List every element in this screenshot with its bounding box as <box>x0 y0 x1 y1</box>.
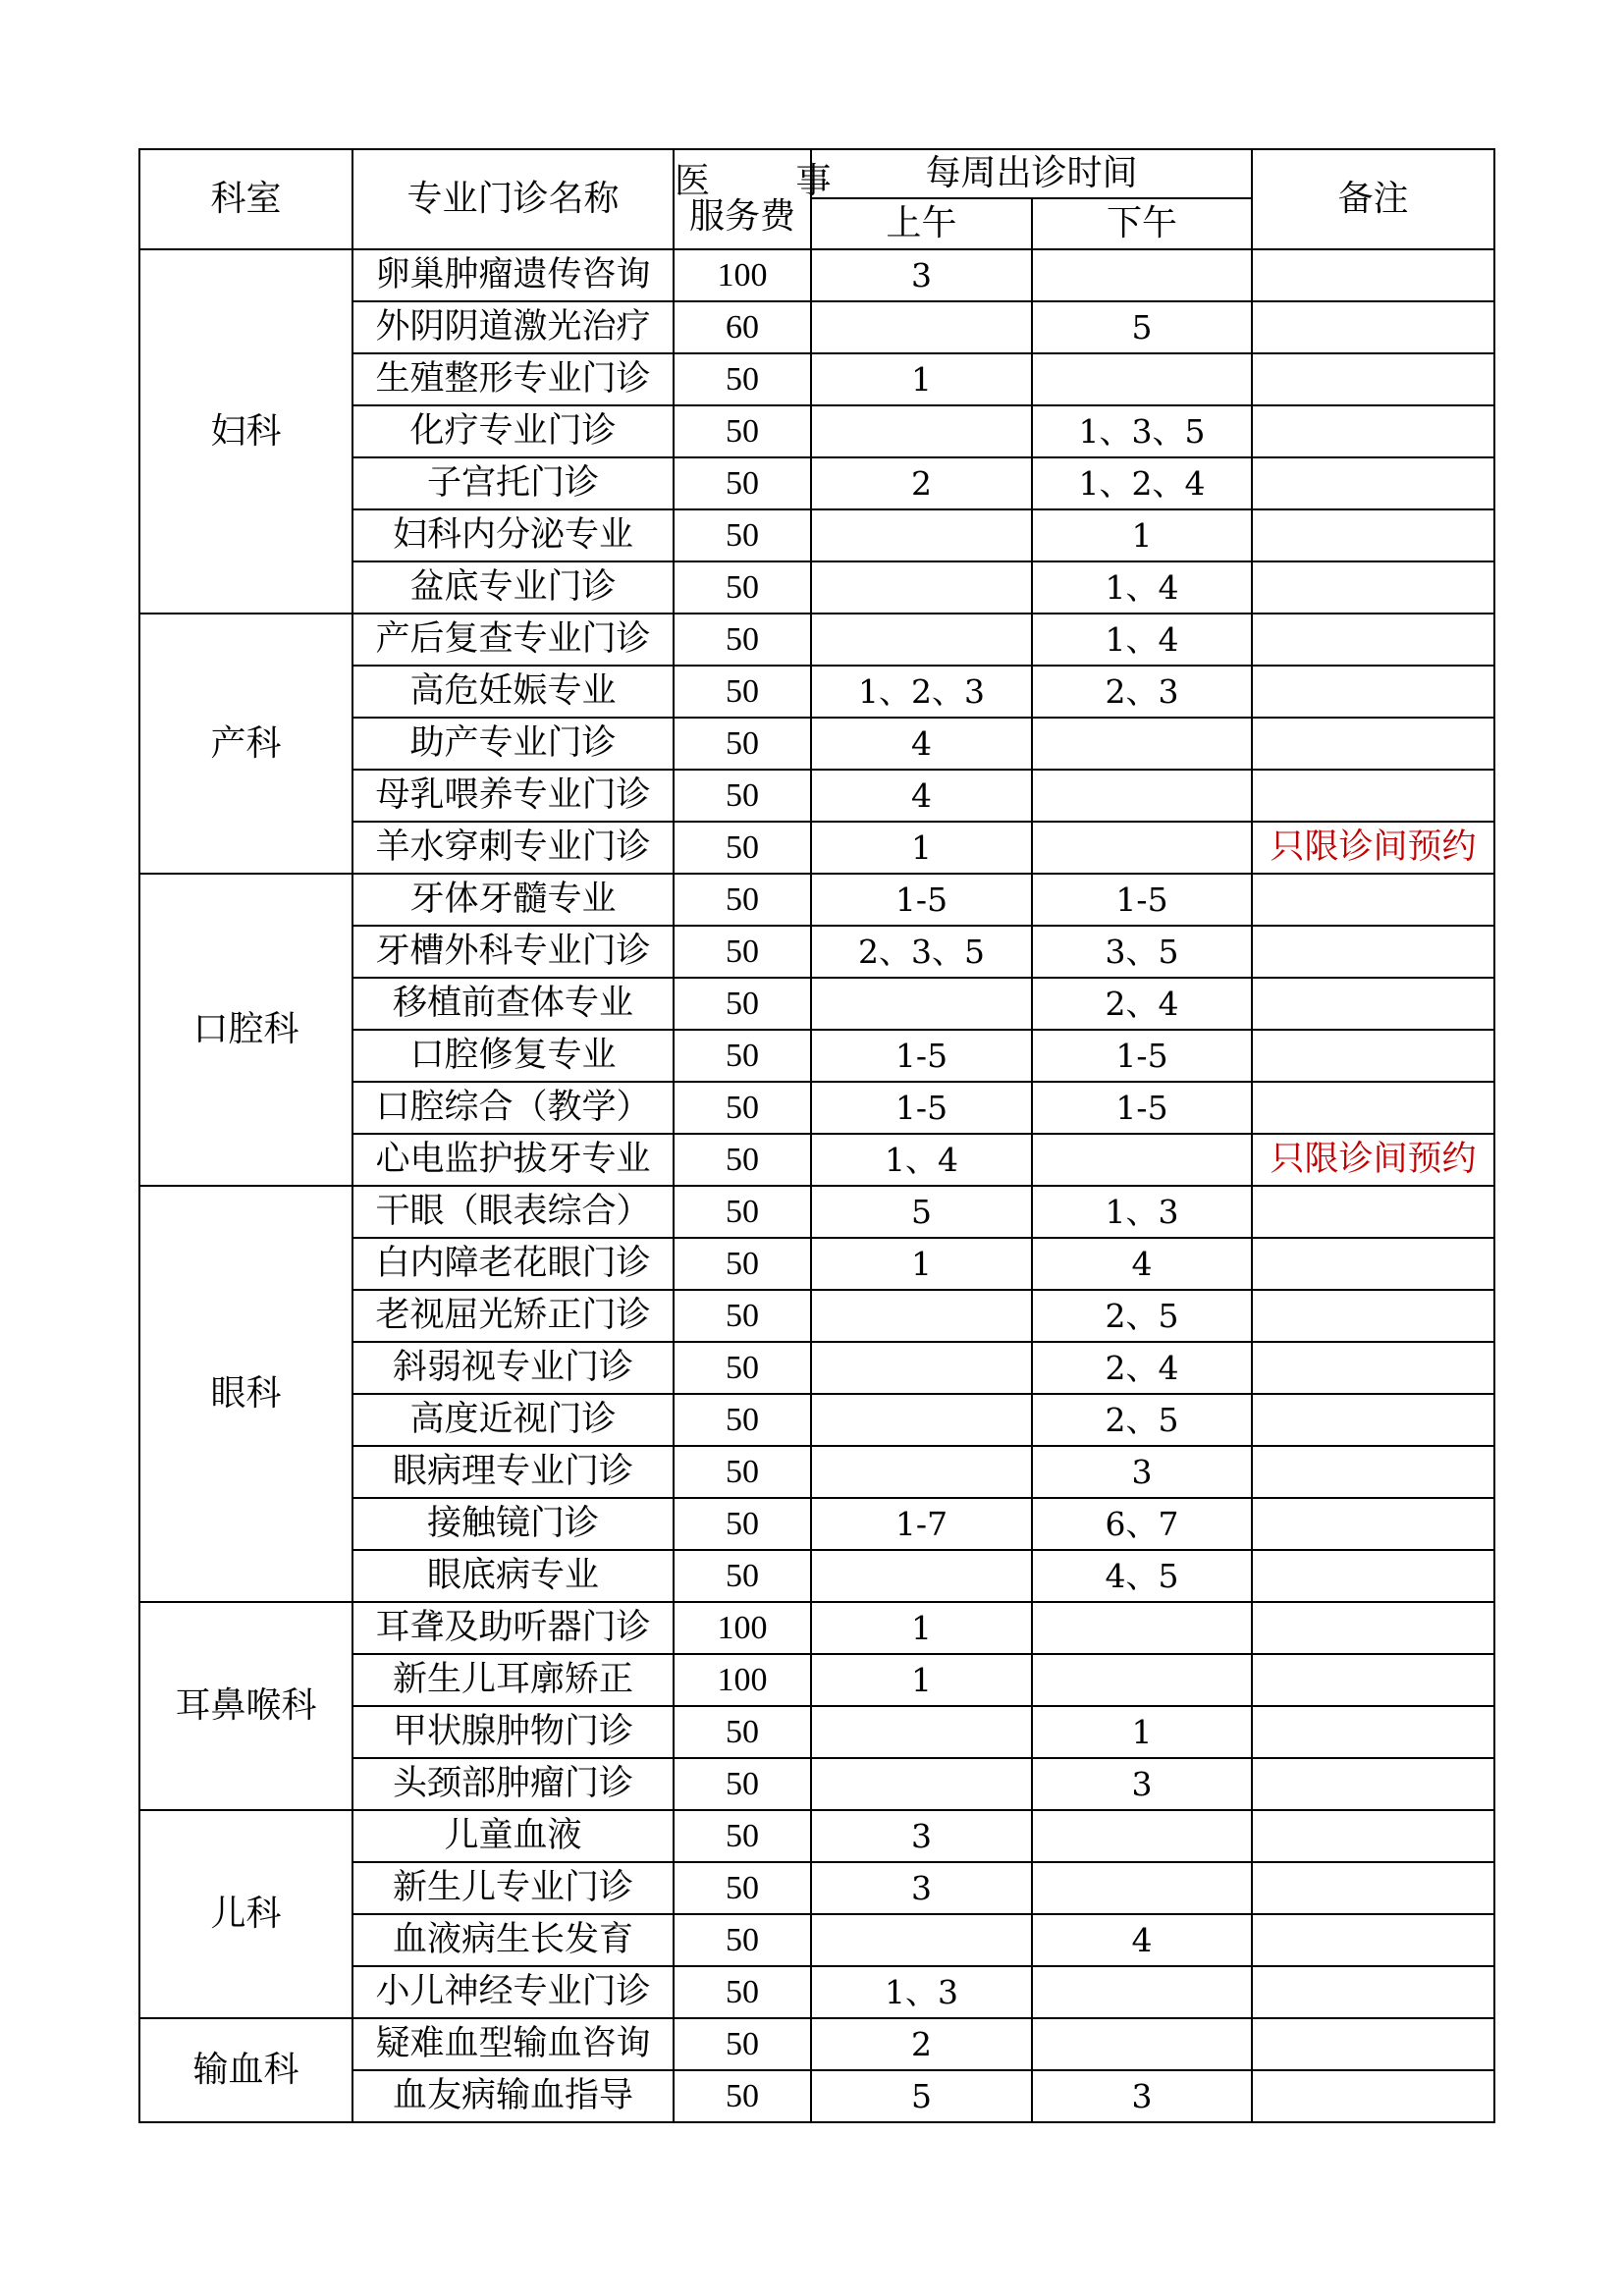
service-fee-cell: 50 <box>674 1238 811 1290</box>
morning-schedule-cell <box>811 1706 1032 1758</box>
afternoon-schedule-cell: 6、7 <box>1032 1498 1252 1550</box>
service-fee-cell: 50 <box>674 1758 811 1810</box>
afternoon-schedule-cell: 1、2、4 <box>1032 457 1252 509</box>
service-fee-cell: 50 <box>674 353 811 405</box>
morning-schedule-cell <box>811 1394 1032 1446</box>
table-row <box>139 874 1494 926</box>
clinic-name-cell: 口腔修复专业 <box>352 1030 674 1082</box>
header-fee-line2: 服务费 <box>688 196 795 237</box>
afternoon-schedule-cell <box>1032 2018 1252 2070</box>
afternoon-schedule-cell: 2、5 <box>1032 1290 1252 1342</box>
clinic-name-cell: 高危妊娠专业 <box>352 666 674 718</box>
morning-schedule-cell: 3 <box>811 1862 1032 1914</box>
morning-schedule-cell: 1 <box>811 1238 1032 1290</box>
clinic-name-cell: 血友病输血指导 <box>352 2070 674 2122</box>
dept-cell: 儿科 <box>139 1810 352 2018</box>
service-fee-cell: 50 <box>674 1290 811 1342</box>
note-cell <box>1252 1290 1494 1342</box>
dept-cell: 耳鼻喉科 <box>139 1602 352 1810</box>
note-cell <box>1252 1446 1494 1498</box>
clinic-name-cell: 耳聋及助听器门诊 <box>352 1602 674 1654</box>
note-cell <box>1252 1706 1494 1758</box>
table-row <box>139 1810 1494 1862</box>
service-fee-cell: 50 <box>674 1342 811 1394</box>
note-cell: 只限诊间预约 <box>1252 822 1494 874</box>
clinic-name-cell: 新生儿耳廓矫正 <box>352 1654 674 1706</box>
note-cell <box>1252 1498 1494 1550</box>
morning-schedule-cell: 2、3、5 <box>811 926 1032 978</box>
afternoon-schedule-cell: 3、5 <box>1032 926 1252 978</box>
morning-schedule-cell <box>811 561 1032 614</box>
note-cell <box>1252 405 1494 457</box>
morning-schedule-cell: 5 <box>811 2070 1032 2122</box>
clinic-name-cell: 盆底专业门诊 <box>352 561 674 614</box>
clinic-name-cell: 移植前查体专业 <box>352 978 674 1030</box>
dept-cell: 产科 <box>139 614 352 874</box>
note-cell <box>1252 457 1494 509</box>
morning-schedule-cell: 1 <box>811 353 1032 405</box>
header-note: 备注 <box>1252 149 1494 249</box>
clinic-name-cell: 子宫托门诊 <box>352 457 674 509</box>
note-cell <box>1252 561 1494 614</box>
clinic-name-cell: 老视屈光矫正门诊 <box>352 1290 674 1342</box>
clinic-name-cell: 接触镜门诊 <box>352 1498 674 1550</box>
service-fee-cell: 50 <box>674 822 811 874</box>
note-cell: 只限诊间预约 <box>1252 1134 1494 1186</box>
clinic-schedule-table <box>138 148 1495 2123</box>
morning-schedule-cell: 1、4 <box>811 1134 1032 1186</box>
morning-schedule-cell <box>811 509 1032 561</box>
afternoon-schedule-cell: 1 <box>1032 509 1252 561</box>
header-clinic-name: 专业门诊名称 <box>352 149 674 249</box>
header-row-1 <box>139 149 1494 198</box>
clinic-name-cell: 眼病理专业门诊 <box>352 1446 674 1498</box>
morning-schedule-cell: 1 <box>811 1654 1032 1706</box>
dept-cell: 口腔科 <box>139 874 352 1186</box>
morning-schedule-cell: 1-7 <box>811 1498 1032 1550</box>
header-morning: 上午 <box>811 198 1032 249</box>
service-fee-cell: 50 <box>674 2018 811 2070</box>
header-weekly-schedule: 每周出诊时间 <box>811 149 1252 198</box>
service-fee-cell: 50 <box>674 614 811 666</box>
morning-schedule-cell: 1、2、3 <box>811 666 1032 718</box>
afternoon-schedule-cell <box>1032 1654 1252 1706</box>
service-fee-cell: 50 <box>674 2070 811 2122</box>
morning-schedule-cell <box>811 1342 1032 1394</box>
afternoon-schedule-cell: 2、3 <box>1032 666 1252 718</box>
morning-schedule-cell <box>811 1550 1032 1602</box>
note-cell <box>1252 1186 1494 1238</box>
service-fee-cell: 100 <box>674 1602 811 1654</box>
afternoon-schedule-cell: 5 <box>1032 301 1252 353</box>
note-cell <box>1252 718 1494 770</box>
afternoon-schedule-cell <box>1032 1134 1252 1186</box>
service-fee-cell: 50 <box>674 509 811 561</box>
afternoon-schedule-cell: 3 <box>1032 1446 1252 1498</box>
note-cell <box>1252 1966 1494 2018</box>
service-fee-cell: 60 <box>674 301 811 353</box>
note-cell <box>1252 1862 1494 1914</box>
service-fee-cell: 50 <box>674 561 811 614</box>
afternoon-schedule-cell <box>1032 822 1252 874</box>
clinic-name-cell: 化疗专业门诊 <box>352 405 674 457</box>
morning-schedule-cell: 1-5 <box>811 1030 1032 1082</box>
service-fee-cell: 50 <box>674 926 811 978</box>
afternoon-schedule-cell: 1 <box>1032 1706 1252 1758</box>
service-fee-cell: 50 <box>674 1030 811 1082</box>
clinic-name-cell: 头颈部肿瘤门诊 <box>352 1758 674 1810</box>
service-fee-cell: 50 <box>674 978 811 1030</box>
dept-cell: 眼科 <box>139 1186 352 1602</box>
morning-schedule-cell <box>811 1446 1032 1498</box>
afternoon-schedule-cell: 1-5 <box>1032 1082 1252 1134</box>
clinic-name-cell: 产后复查专业门诊 <box>352 614 674 666</box>
service-fee-cell: 50 <box>674 1394 811 1446</box>
clinic-name-cell: 母乳喂养专业门诊 <box>352 770 674 822</box>
service-fee-cell: 50 <box>674 1186 811 1238</box>
note-cell <box>1252 2018 1494 2070</box>
header-fee-line1: 医 事 <box>675 161 869 201</box>
afternoon-schedule-cell <box>1032 1602 1252 1654</box>
dept-cell: 输血科 <box>139 2018 352 2122</box>
note-cell <box>1252 1082 1494 1134</box>
note-cell <box>1252 1914 1494 1966</box>
service-fee-cell: 50 <box>674 666 811 718</box>
afternoon-schedule-cell: 4 <box>1032 1914 1252 1966</box>
morning-schedule-cell <box>811 301 1032 353</box>
morning-schedule-cell: 2 <box>811 457 1032 509</box>
morning-schedule-cell <box>811 978 1032 1030</box>
clinic-name-cell: 羊水穿刺专业门诊 <box>352 822 674 874</box>
note-cell <box>1252 978 1494 1030</box>
note-cell <box>1252 1238 1494 1290</box>
morning-schedule-cell: 5 <box>811 1186 1032 1238</box>
note-cell <box>1252 353 1494 405</box>
service-fee-cell: 50 <box>674 1550 811 1602</box>
clinic-name-cell: 助产专业门诊 <box>352 718 674 770</box>
header-afternoon: 下午 <box>1032 198 1252 249</box>
morning-schedule-cell: 1、3 <box>811 1966 1032 2018</box>
service-fee-cell: 50 <box>674 1498 811 1550</box>
morning-schedule-cell: 1 <box>811 1602 1032 1654</box>
note-cell <box>1252 614 1494 666</box>
afternoon-schedule-cell: 4 <box>1032 1238 1252 1290</box>
clinic-name-cell: 新生儿专业门诊 <box>352 1862 674 1914</box>
clinic-name-cell: 高度近视门诊 <box>352 1394 674 1446</box>
morning-schedule-cell <box>811 1914 1032 1966</box>
service-fee-cell: 50 <box>674 1706 811 1758</box>
table-header <box>139 149 1494 249</box>
service-fee-cell: 50 <box>674 1862 811 1914</box>
service-fee-cell: 50 <box>674 1134 811 1186</box>
note-cell <box>1252 1030 1494 1082</box>
header-dept: 科室 <box>139 149 352 249</box>
afternoon-schedule-cell: 1、4 <box>1032 561 1252 614</box>
note-cell <box>1252 301 1494 353</box>
afternoon-schedule-cell: 1、3、5 <box>1032 405 1252 457</box>
service-fee-cell: 100 <box>674 249 811 301</box>
note-cell <box>1252 770 1494 822</box>
note-cell <box>1252 1602 1494 1654</box>
morning-schedule-cell: 2 <box>811 2018 1032 2070</box>
note-cell <box>1252 926 1494 978</box>
note-cell <box>1252 1654 1494 1706</box>
note-cell <box>1252 249 1494 301</box>
morning-schedule-cell: 4 <box>811 770 1032 822</box>
clinic-name-cell: 外阴阴道激光治疗 <box>352 301 674 353</box>
morning-schedule-cell: 4 <box>811 718 1032 770</box>
afternoon-schedule-cell: 4、5 <box>1032 1550 1252 1602</box>
clinic-name-cell: 小儿神经专业门诊 <box>352 1966 674 2018</box>
table-row <box>139 1602 1494 1654</box>
table-row <box>139 614 1494 666</box>
service-fee-cell: 50 <box>674 874 811 926</box>
service-fee-cell: 50 <box>674 1446 811 1498</box>
note-cell <box>1252 874 1494 926</box>
clinic-name-cell: 牙槽外科专业门诊 <box>352 926 674 978</box>
clinic-name-cell: 疑难血型输血咨询 <box>352 2018 674 2070</box>
table-body <box>139 249 1494 2122</box>
morning-schedule-cell: 1-5 <box>811 1082 1032 1134</box>
note-cell <box>1252 1342 1494 1394</box>
morning-schedule-cell: 3 <box>811 1810 1032 1862</box>
clinic-name-cell: 甲状腺肿物门诊 <box>352 1706 674 1758</box>
afternoon-schedule-cell: 2、4 <box>1032 978 1252 1030</box>
note-cell <box>1252 1758 1494 1810</box>
afternoon-schedule-cell <box>1032 1966 1252 2018</box>
service-fee-cell: 50 <box>674 1966 811 2018</box>
morning-schedule-cell: 3 <box>811 249 1032 301</box>
note-cell <box>1252 2070 1494 2122</box>
afternoon-schedule-cell: 1、3 <box>1032 1186 1252 1238</box>
clinic-name-cell: 儿童血液 <box>352 1810 674 1862</box>
morning-schedule-cell: 1-5 <box>811 874 1032 926</box>
afternoon-schedule-cell: 1-5 <box>1032 874 1252 926</box>
service-fee-cell: 50 <box>674 1082 811 1134</box>
service-fee-cell: 50 <box>674 457 811 509</box>
clinic-name-cell: 妇科内分泌专业 <box>352 509 674 561</box>
service-fee-cell: 50 <box>674 1810 811 1862</box>
clinic-name-cell: 口腔综合（教学） <box>352 1082 674 1134</box>
service-fee-cell: 50 <box>674 770 811 822</box>
header-service-fee <box>674 149 869 249</box>
table-row <box>139 249 1494 301</box>
service-fee-cell: 50 <box>674 405 811 457</box>
table-row <box>139 1186 1494 1238</box>
morning-schedule-cell <box>811 1758 1032 1810</box>
clinic-name-cell: 斜弱视专业门诊 <box>352 1342 674 1394</box>
note-cell <box>1252 1550 1494 1602</box>
table-row <box>139 2018 1494 2070</box>
service-fee-cell: 100 <box>674 1654 811 1706</box>
afternoon-schedule-cell: 1-5 <box>1032 1030 1252 1082</box>
clinic-name-cell: 心电监护拔牙专业 <box>352 1134 674 1186</box>
afternoon-schedule-cell <box>1032 1862 1252 1914</box>
clinic-name-cell: 卵巢肿瘤遗传咨询 <box>352 249 674 301</box>
morning-schedule-cell <box>811 1290 1032 1342</box>
afternoon-schedule-cell: 3 <box>1032 2070 1252 2122</box>
note-cell <box>1252 1810 1494 1862</box>
afternoon-schedule-cell: 2、5 <box>1032 1394 1252 1446</box>
note-cell <box>1252 1394 1494 1446</box>
clinic-name-cell: 牙体牙髓专业 <box>352 874 674 926</box>
afternoon-schedule-cell <box>1032 770 1252 822</box>
service-fee-cell: 50 <box>674 718 811 770</box>
afternoon-schedule-cell <box>1032 249 1252 301</box>
clinic-name-cell: 眼底病专业 <box>352 1550 674 1602</box>
clinic-name-cell: 白内障老花眼门诊 <box>352 1238 674 1290</box>
afternoon-schedule-cell: 1、4 <box>1032 614 1252 666</box>
afternoon-schedule-cell: 2、4 <box>1032 1342 1252 1394</box>
note-cell <box>1252 509 1494 561</box>
afternoon-schedule-cell <box>1032 1810 1252 1862</box>
morning-schedule-cell <box>811 405 1032 457</box>
morning-schedule-cell <box>811 614 1032 666</box>
clinic-name-cell: 干眼（眼表综合） <box>352 1186 674 1238</box>
note-cell <box>1252 666 1494 718</box>
afternoon-schedule-cell <box>1032 718 1252 770</box>
morning-schedule-cell: 1 <box>811 822 1032 874</box>
clinic-name-cell: 血液病生长发育 <box>352 1914 674 1966</box>
dept-cell: 妇科 <box>139 249 352 614</box>
service-fee-cell: 50 <box>674 1914 811 1966</box>
afternoon-schedule-cell: 3 <box>1032 1758 1252 1810</box>
clinic-name-cell: 生殖整形专业门诊 <box>352 353 674 405</box>
afternoon-schedule-cell <box>1032 353 1252 405</box>
